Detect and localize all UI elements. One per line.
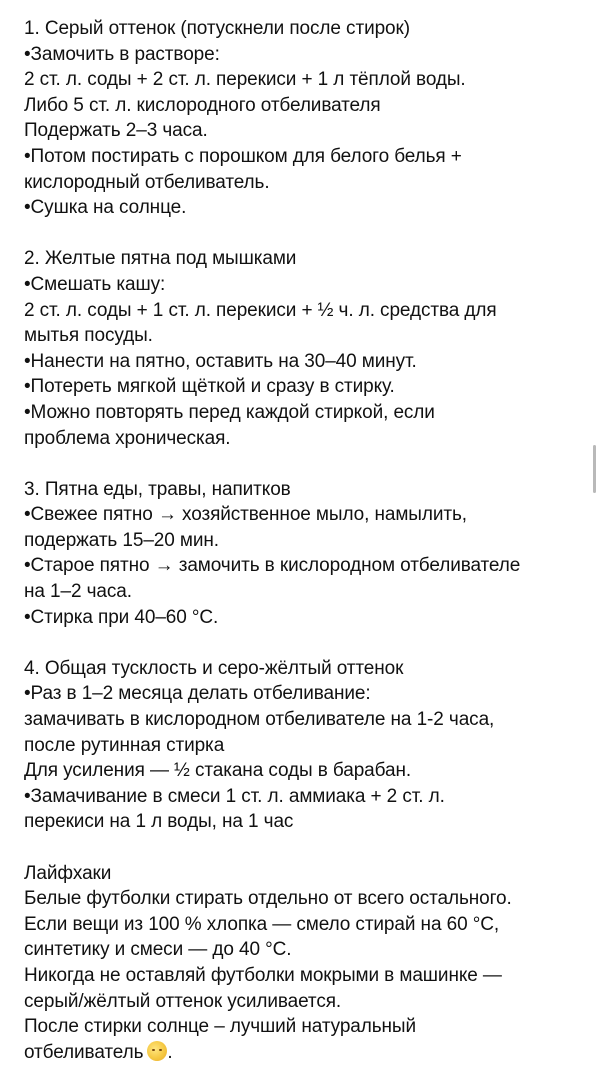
note-line: Подержать 2–3 часа. bbox=[24, 120, 208, 142]
note-line: перекиси на 1 л воды, на 1 час bbox=[24, 811, 294, 833]
blank-line bbox=[24, 630, 580, 656]
note-line: серый/жёлтый оттенок усиливается. bbox=[24, 990, 342, 1012]
note-line: •Смешать кашу: bbox=[24, 273, 166, 295]
note-line: после рутинная стирка bbox=[24, 734, 225, 756]
section-food-stains bbox=[24, 477, 580, 631]
note-line: Либо 5 ст. л. кислородного отбеливателя bbox=[24, 94, 381, 116]
note-line: 2 ст. л. соды + 2 ст. л. перекиси + 1 л тёплой воды. bbox=[24, 69, 466, 91]
note-line-punct: . bbox=[167, 1041, 173, 1063]
section-gray-tint bbox=[24, 16, 580, 221]
section-heading: 1. Серый оттенок (потускнели после стирок) bbox=[24, 18, 410, 39]
note-line: •Сушка на солнце. bbox=[24, 197, 187, 219]
section-heading: 2. Желтые пятна под мышками bbox=[24, 248, 297, 270]
note-line: Белые футболки стирать отдельно от всего остального. bbox=[24, 888, 512, 910]
note-line: 2 ст. л. соды + 1 ст. л. перекиси + ½ ч. л. средства для bbox=[24, 299, 497, 321]
blank-line bbox=[24, 221, 580, 247]
note-line: Никогда не оставляй футболки мокрыми в машинке — bbox=[24, 964, 502, 986]
note-line: •Свежее пятно → хозяйственное мыло, намылить, bbox=[24, 504, 467, 526]
note-line-last bbox=[24, 1040, 580, 1065]
note-line: проблема хроническая. bbox=[24, 427, 231, 449]
note-line: мытья посуды. bbox=[24, 325, 153, 347]
note-line: •Можно повторять перед каждой стиркой, если bbox=[24, 401, 435, 423]
section-heading: 3. Пятна еды, травы, напитков bbox=[24, 478, 291, 500]
note-line: •Старое пятно → замочить в кислородном отбеливателе bbox=[24, 555, 521, 577]
note-line: •Нанести на пятно, оставить на 30–40 минут. bbox=[24, 350, 417, 372]
blank-line bbox=[24, 835, 580, 861]
note-line: •Стирка при 40–60 °C. bbox=[24, 606, 219, 628]
note-line: •Замачивание в смеси 1 ст. л. аммиака + 2 ст. л. bbox=[24, 785, 445, 807]
note-line: Для усиления — ½ стакана соды в барабан. bbox=[24, 760, 412, 782]
note-line: Если вещи из 100 % хлопка — смело стирай на 60 °C, bbox=[24, 913, 500, 935]
note-line: синтетику и смеси — до 40 °C. bbox=[24, 939, 292, 961]
blank-line bbox=[24, 451, 580, 477]
note-line-text: отбеливатель bbox=[24, 1041, 144, 1063]
note-line: подержать 15–20 мин. bbox=[24, 529, 219, 551]
scrollbar-thumb[interactable] bbox=[593, 445, 596, 493]
section-lifehacks bbox=[24, 861, 580, 1065]
section-dullness bbox=[24, 656, 580, 835]
note-line: замачивать в кислородном отбеливателе на 1-2 часа, bbox=[24, 709, 495, 731]
note-line: •Раз в 1–2 месяца делать отбеливание: bbox=[24, 683, 371, 705]
note-line: •Потереть мягкой щёткой и сразу в стирку. bbox=[24, 376, 395, 398]
note-line: •Потом постирать с порошком для белого белья + bbox=[24, 145, 462, 167]
note-line: кислородный отбеливатель. bbox=[24, 171, 270, 193]
note-line: •Замочить в растворе: bbox=[24, 43, 220, 65]
section-heading: Лайфхаки bbox=[24, 862, 112, 884]
section-yellow-stains bbox=[24, 246, 580, 451]
note-line: После стирки солнце – лучший натуральный bbox=[24, 1016, 417, 1038]
note-line: на 1–2 часа. bbox=[24, 581, 132, 603]
note-body[interactable] bbox=[24, 16, 580, 1065]
section-heading: 4. Общая тусклость и серо-жёлтый оттенок bbox=[24, 657, 404, 679]
